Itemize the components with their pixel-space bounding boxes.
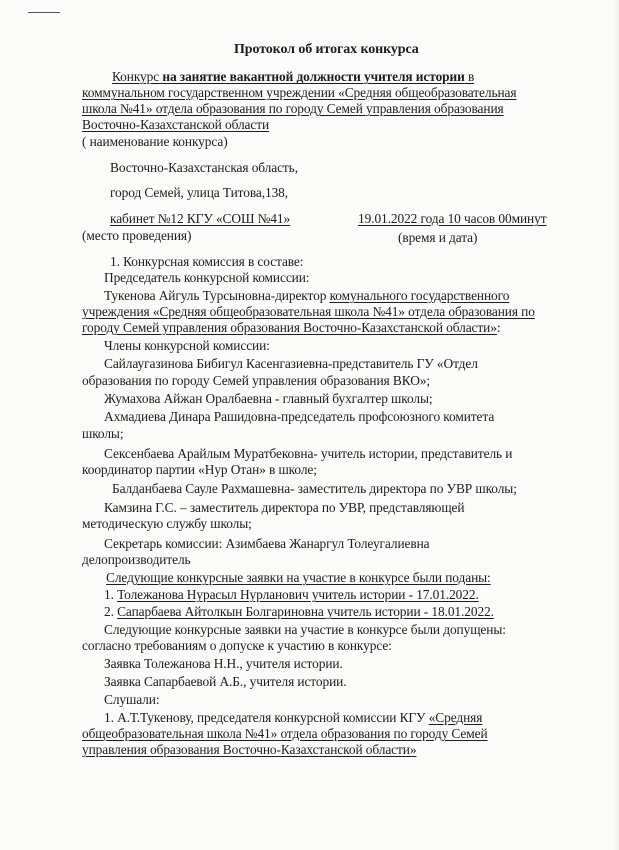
- member-4-line-2: координатор партии «Нур Отан» в школе;: [82, 462, 317, 477]
- chair-line-2: учреждения «Средняя общеобразовательная школа №41» отдела образования по: [82, 304, 535, 319]
- heard-line-2: общеобразовательная школа №41» отдела образования по городу Семей: [82, 726, 488, 741]
- member-1-line-1: Сайлаугазинова Бибигул Касенгазиевна-представитель ГУ «Отдел: [104, 356, 478, 371]
- member-5: Балданбаева Сауле Рахмашевна- заместитель директора по УВР школы;: [112, 481, 517, 496]
- chair-colon: :: [496, 320, 501, 335]
- admitted-line-2: согласно требованиям о допуске к участию в конкурсе:: [82, 638, 392, 653]
- scan-edge-shadow: [613, 0, 619, 850]
- chair-heading: Председатель конкурсной комиссии:: [104, 270, 310, 285]
- admitted-application-1: Заявка Толежанова Н.Н., учителя истории.: [104, 656, 343, 671]
- chair-line-3: [82, 320, 500, 336]
- admitted-line-1: Следующие конкурсные заявки на участие в конкурсе были допущены:: [104, 622, 506, 637]
- chair-org-start: комунального государственного: [329, 288, 510, 303]
- location-city: город Семей, улица Титова,138,: [110, 185, 289, 200]
- scan-mark: [28, 12, 60, 13]
- time-caption: (время и дата): [398, 230, 478, 245]
- member-3-line-2: школы;: [82, 426, 124, 441]
- member-6-line-1: Камзина Г.С. – заместитель директора по УВР, представляющей: [104, 500, 465, 515]
- application-1-text: Толежанова Нурасыл Нурланович учитель истории - 17.01.2022.: [117, 587, 479, 602]
- page-title: Протокол об итогах конкурса: [234, 42, 419, 57]
- heard-org-start: «Средняя: [428, 710, 483, 725]
- application-1: [104, 587, 479, 603]
- admitted-application-2: Заявка Сапарбаевой А.Б., учителя истории.: [104, 674, 347, 689]
- contest-line-2: коммунальном государственном учреждении «Средняя общеобразовательная: [82, 85, 517, 100]
- commission-heading: 1. Конкурсная комиссия в составе:: [110, 254, 304, 269]
- contest-line-1: [112, 69, 474, 85]
- contest-line-4: Восточно-Казахстанской области: [82, 117, 270, 132]
- secretary-line-1: Секретарь комиссии: Азимбаева Жанаргул Толеугалиевна: [104, 536, 430, 551]
- contest-caption: ( наименование конкурса): [82, 134, 228, 149]
- contest-line-3: школа №41» отдела образования по городу Семей управления образования: [82, 101, 504, 116]
- location-room: кабинет №12 КГУ «СОШ №41»: [110, 211, 291, 226]
- application-2-number: 2.: [104, 604, 118, 619]
- heard-speaker: 1. А.Т.Тукенову, председателя конкурсной комиссии КГУ: [104, 710, 429, 725]
- member-6-line-2: методическую службу школы;: [82, 516, 252, 531]
- chair-line-1: [104, 288, 509, 304]
- member-3-line-1: Ахмадиева Динара Рашидовна-председатель профсоюзного комитета: [104, 409, 495, 424]
- member-4-line-1: Сексенбаева Арайлым Муратбековна- учитель истории, представитель и: [104, 446, 513, 461]
- application-2-text: Сапарбаева Айтолкын Болгариновна учитель истории - 18.01.2022.: [117, 604, 494, 619]
- place-caption: (место проведения): [82, 228, 192, 243]
- member-2: Жумахова Айжан Оралбаевна - главный бухгалтер школы;: [104, 391, 433, 406]
- chair-name: Тукенова Айгуль Турсыновна-директор: [104, 288, 330, 303]
- member-1-line-2: образования по городу Семей управления образования ВКО»;: [82, 373, 430, 388]
- secretary-line-2: делопроизводитель: [82, 552, 191, 567]
- meeting-datetime: 19.01.2022 года 10 часов 00минут: [358, 211, 547, 226]
- heard-line-1: [104, 710, 482, 726]
- application-2: [104, 604, 494, 620]
- chair-org-end: городу Семей управления образования Восточно-Казахстанской области»: [82, 320, 497, 335]
- application-1-number: 1.: [104, 587, 118, 602]
- location-region: Восточно-Казахстанская область,: [110, 160, 298, 175]
- members-heading: Члены конкурсной комиссии:: [104, 338, 270, 353]
- contest-prefix: Конкурс: [112, 69, 163, 84]
- contest-prep: в: [464, 69, 475, 84]
- contest-position: на занятие вакантной должности учителя истории: [162, 69, 465, 84]
- applications-heading: Следующие конкурсные заявки на участие в конкурсе были поданы:: [106, 570, 491, 585]
- heard-heading: Слушали:: [104, 692, 160, 707]
- heard-line-3: управления образования Восточно-Казахстанской области»: [82, 742, 417, 757]
